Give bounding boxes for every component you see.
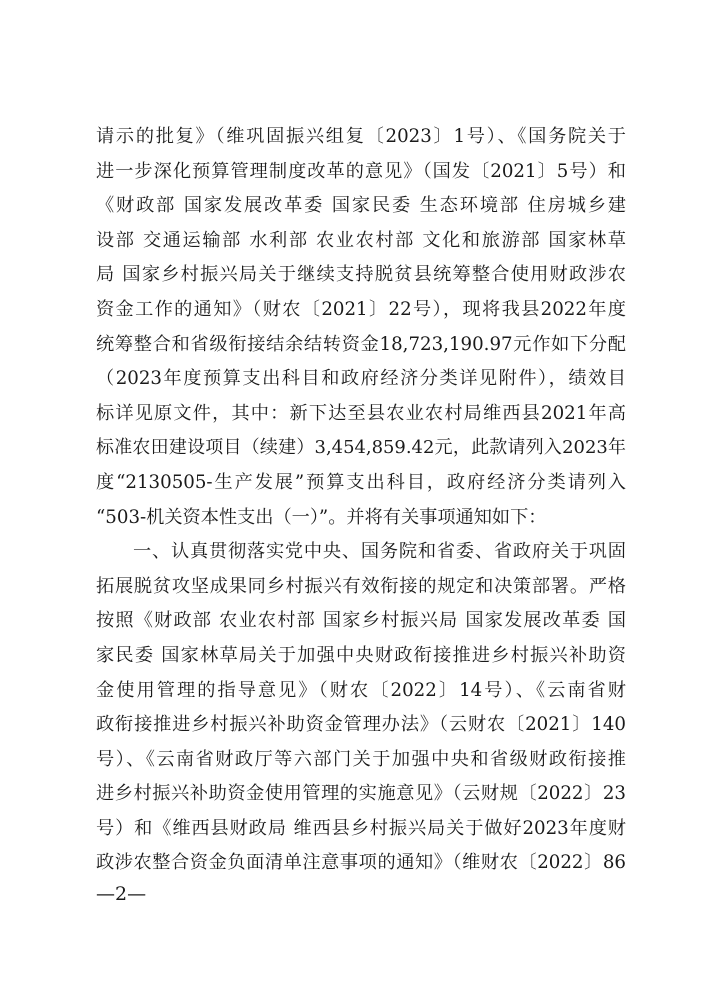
text-line: 政衔接推进乡村振兴补助资金管理办法》（云财农〔2021〕140 bbox=[96, 714, 626, 736]
text-line: 号）和《维西县财政局 维西县乡村振兴局关于做好2023年度财 bbox=[96, 817, 626, 839]
page-number: —2— bbox=[96, 883, 147, 905]
text-line: 按照《财政部 农业农村部 国家乡村振兴局 国家发展改革委 国 bbox=[96, 610, 626, 632]
text-line: “503-机关资本性支出（一）”。并将有关事项通知如下： bbox=[96, 506, 547, 528]
text-line: 号）、《云南省财政厅等六部门关于加强中央和省级财政衔接推 bbox=[96, 748, 626, 770]
paragraph-first-line: 一、认真贯彻落实党中央、国务院和省委、省政府关于巩固 bbox=[133, 541, 626, 563]
text-line: 政涉农整合资金负面清单注意事项的通知》（维财农〔2022〕86 bbox=[96, 852, 626, 874]
text-line: 拓展脱贫攻坚成果同乡村振兴有效衔接的规定和决策部署。严格 bbox=[96, 575, 626, 597]
text-line: 资金工作的通知》（财农〔2021〕22号），现将我县2022年度 bbox=[96, 298, 626, 320]
text-line: （2023年度预算支出科目和政府经济分类详见附件），绩效目 bbox=[96, 368, 626, 390]
body-text bbox=[96, 120, 626, 881]
text-line: 度“2130505-生产发展”预算支出科目，政府经济分类请列入 bbox=[96, 471, 626, 493]
text-line: 金使用管理的指导意见》（财农〔2022〕14号）、《云南省财 bbox=[96, 679, 626, 701]
text-line: 家民委 国家林草局关于加强中央财政衔接推进乡村振兴补助资 bbox=[96, 644, 626, 666]
text-line: 标准农田建设项目（续建）3,454,859.42元，此款请列入2023年 bbox=[96, 437, 626, 459]
text-line: 设部 交通运输部 水利部 农业农村部 文化和旅游部 国家林草 bbox=[96, 229, 626, 251]
text-line: 局 国家乡村振兴局关于继续支持脱贫县统筹整合使用财政涉农 bbox=[96, 264, 626, 286]
text-line: 统筹整合和省级衔接结余结转资金18,723,190.97元作如下分配 bbox=[96, 333, 626, 355]
text-line: 请示的批复》（维巩固振兴组复〔2023〕1号）、《国务院关于 bbox=[96, 126, 626, 147]
text-line: 进乡村振兴补助资金使用管理的实施意见》（云财规〔2022〕23 bbox=[96, 783, 626, 805]
text-line: 标详见原文件，其中：新下达至县农业农村局维西县2021年高 bbox=[96, 402, 626, 424]
text-line: 《财政部 国家发展改革委 国家民委 生态环境部 住房城乡建 bbox=[96, 195, 626, 217]
text-line: 进一步深化预算管理制度改革的意见》（国发〔2021〕5号）和 bbox=[96, 160, 626, 182]
